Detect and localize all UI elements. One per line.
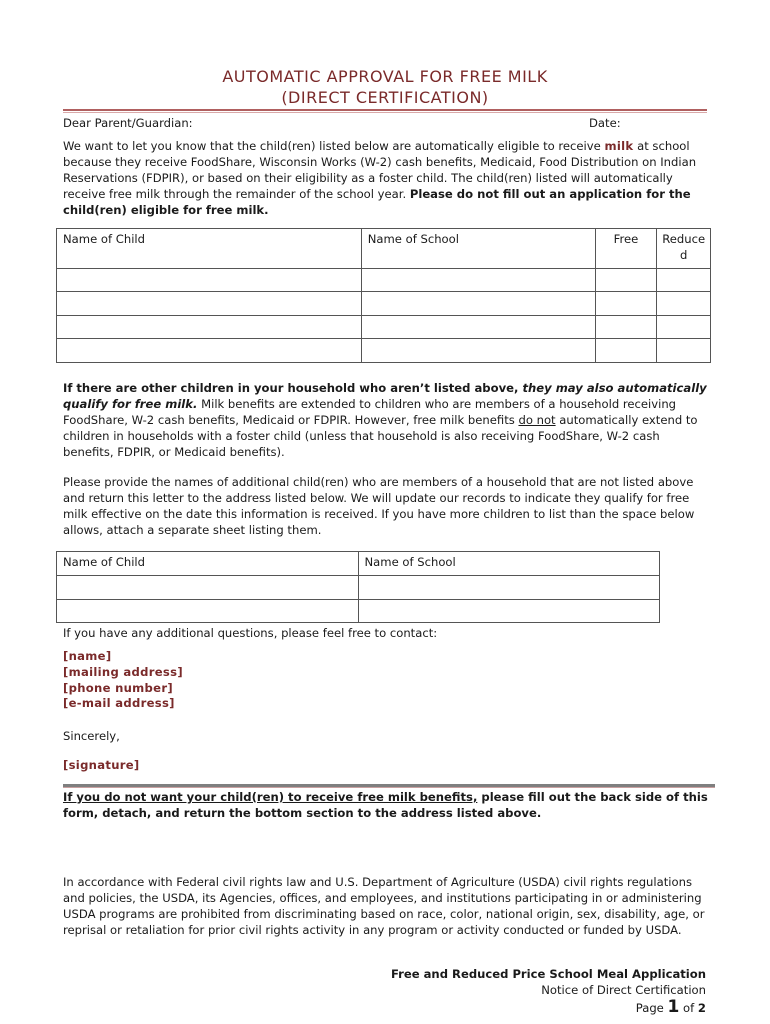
footer-form-title: Free and Reduced Price School Meal Application xyxy=(390,967,706,981)
signature-divider-shadow xyxy=(63,787,715,788)
table-cell-school[interactable] xyxy=(361,269,595,292)
table-row xyxy=(57,576,660,600)
intro-milk-word: milk xyxy=(604,139,634,153)
table-cell-school[interactable] xyxy=(361,316,595,339)
table-cell-reduced[interactable] xyxy=(657,316,711,339)
table-header-row xyxy=(57,229,711,269)
header-name-of-school: Name of School xyxy=(358,552,660,576)
table-cell-school[interactable] xyxy=(358,576,660,600)
table-row xyxy=(57,269,711,292)
header-reduced: Reduce d xyxy=(657,229,711,269)
salutation: Dear Parent/Guardian: xyxy=(63,116,193,130)
header-name-of-school: Name of School xyxy=(361,229,595,269)
header-name-of-child: Name of Child xyxy=(57,552,359,576)
other-children-text-2: automatically extend to children in households with a foster child (unless that household is also receiving FoodShare, W-2 cash benefits, FDPIR, or Medicaid benefits). xyxy=(63,413,698,459)
table-cell-child[interactable] xyxy=(57,269,362,292)
table-row xyxy=(57,339,711,363)
table-cell-child[interactable] xyxy=(57,600,359,623)
table-cell-free[interactable] xyxy=(595,269,657,292)
contact-mailing-address: [mailing address] xyxy=(63,665,183,679)
header-free: Free xyxy=(595,229,657,269)
opt-out-underlined: If you do not want your child(ren) to receive free milk benefits, xyxy=(63,790,478,804)
table-row xyxy=(57,316,711,339)
contact-name: [name] xyxy=(63,649,112,663)
header-name-of-child: Name of Child xyxy=(57,229,362,269)
title-divider xyxy=(63,109,707,111)
table-cell-child[interactable] xyxy=(57,576,359,600)
table-cell-free[interactable] xyxy=(595,339,657,363)
table-cell-free[interactable] xyxy=(595,292,657,316)
table-cell-school[interactable] xyxy=(361,339,595,363)
contact-email-address: [e-mail address] xyxy=(63,696,175,710)
provide-names-paragraph: Please provide the names of additional child(ren) who are members of a household that are not listed above and return this letter to the address listed below. We will update our records to indicate they qualify for free milk effective on the date this information is received. If you have more children to list than the space below allows, attach a separate sheet listing them. xyxy=(63,475,695,537)
table-cell-child[interactable] xyxy=(57,292,362,316)
table-cell-reduced[interactable] xyxy=(657,292,711,316)
opt-out-text: please fill out the back side of this form, detach, and return the bottom section to the address listed above. xyxy=(63,790,708,820)
table-cell-school[interactable] xyxy=(361,292,595,316)
closing-sincerely: Sincerely, xyxy=(63,729,120,743)
additional-children-table xyxy=(56,551,660,623)
table-cell-reduced[interactable] xyxy=(657,339,711,363)
table-cell-free[interactable] xyxy=(595,316,657,339)
other-children-bold-italic: they may also automatically qualify for free milk. xyxy=(63,381,707,411)
civil-rights-statement: In accordance with Federal civil rights law and U.S. Department of Agriculture (USDA) civil rights regulations and policies, the USDA, its Agencies, offices, and employees, and institutions participating in or administering USDA programs are prohibited from discriminating based on race, color, national origin, sex, disability, age, or reprisal or retaliation for prior civil rights activity in any program or activity conducted or funded by USDA. xyxy=(63,875,705,937)
other-children-text-1: Milk benefits are extended to children who are members of a household receiving FoodShare, W-2 cash benefits, Medicaid or FDPIR. However, free milk benefits xyxy=(63,397,677,427)
table-cell-child[interactable] xyxy=(57,316,362,339)
other-children-bold: If there are other children in your household who aren’t listed above, xyxy=(63,381,523,395)
page-word: Page xyxy=(635,1001,664,1015)
opt-out-paragraph xyxy=(63,789,713,821)
title-divider-shadow xyxy=(63,112,707,113)
intro-text-2: at school because they receive FoodShare, Wisconsin Works (W-2) cash benefits, Medicaid, Food Distribution on Indian Reservations (FDPIR), or based on their eligibility as a foster child. The child(ren) listed will automatically receive free milk through the remainder of the school year. xyxy=(63,139,697,201)
page-total: 2 xyxy=(697,1001,706,1015)
intro-text-1: We want to let you know that the child(ren) listed below are automatically eligible to receive xyxy=(63,139,605,153)
table-cell-reduced[interactable] xyxy=(657,269,711,292)
document-title: AUTOMATIC APPROVAL FOR FREE MILK xyxy=(222,67,548,86)
table-cell-child[interactable] xyxy=(57,339,362,363)
document-subtitle: (DIRECT CERTIFICATION) xyxy=(281,88,489,107)
intro-paragraph xyxy=(63,138,709,218)
table-header-row xyxy=(57,552,660,576)
table-cell-school[interactable] xyxy=(358,600,660,623)
footer-notice: Notice of Direct Certification xyxy=(541,983,706,997)
signature-placeholder: [signature] xyxy=(63,758,140,772)
date-label: Date: xyxy=(589,116,621,130)
contact-intro: If you have any additional questions, please feel free to contact: xyxy=(63,626,438,640)
do-not-underlined: do not xyxy=(518,413,556,427)
page-number: 1 xyxy=(667,997,680,1017)
eligible-children-table xyxy=(56,228,711,363)
intro-bold-instruction: Please do not fill out an application for the child(ren) eligible for free milk. xyxy=(63,187,691,217)
other-children-paragraph xyxy=(63,380,709,460)
contact-phone-number: [phone number] xyxy=(63,681,173,695)
of-word: of xyxy=(683,1001,695,1015)
table-row xyxy=(57,292,711,316)
table-row xyxy=(57,600,660,623)
page-indicator xyxy=(636,999,706,1016)
